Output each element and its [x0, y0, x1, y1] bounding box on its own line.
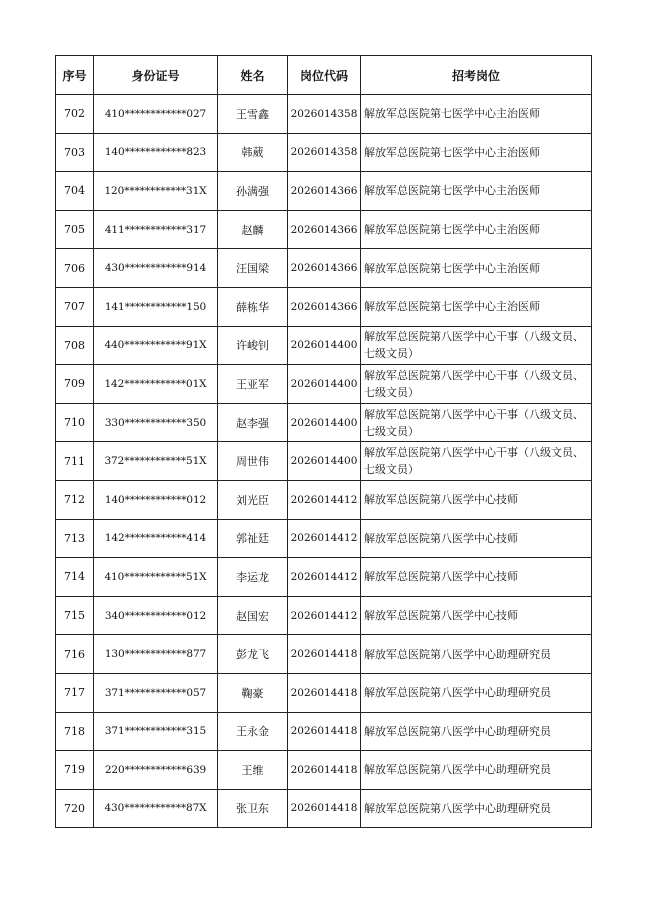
cell-id-number: 330************350	[94, 403, 218, 442]
table-row	[56, 326, 592, 365]
cell-seq: 706	[56, 249, 94, 288]
header-post-code: 岗位代码	[288, 56, 361, 95]
cell-id-number: 371************057	[94, 673, 218, 712]
table-row	[56, 519, 592, 558]
cell-name: 李运龙	[218, 558, 288, 597]
cell-id-number: 371************315	[94, 712, 218, 751]
cell-seq: 715	[56, 596, 94, 635]
cell-post: 解放军总医院第八医学中心助理研究员	[361, 635, 592, 674]
cell-seq: 713	[56, 519, 94, 558]
cell-post: 解放军总医院第八医学中心助理研究员	[361, 673, 592, 712]
cell-id-number: 410************51X	[94, 558, 218, 597]
cell-post-code: 2026014400	[288, 326, 361, 365]
table-row	[56, 365, 592, 404]
table-row	[56, 133, 592, 172]
cell-id-number: 130************877	[94, 635, 218, 674]
cell-seq: 720	[56, 789, 94, 828]
cell-post: 解放军总医院第八医学中心干事（八级文员、七级文员）	[361, 365, 592, 404]
cell-id-number: 220************639	[94, 751, 218, 790]
cell-name: 赵麟	[218, 210, 288, 249]
table-row	[56, 712, 592, 751]
cell-post-code: 2026014418	[288, 673, 361, 712]
cell-seq: 703	[56, 133, 94, 172]
cell-id-number: 430************914	[94, 249, 218, 288]
cell-id-number: 142************414	[94, 519, 218, 558]
cell-name: 刘光臣	[218, 480, 288, 519]
cell-post: 解放军总医院第七医学中心主治医师	[361, 249, 592, 288]
cell-post-code: 2026014366	[288, 172, 361, 211]
header-id-number: 身份证号	[94, 56, 218, 95]
cell-post: 解放军总医院第八医学中心技师	[361, 519, 592, 558]
table-row	[56, 480, 592, 519]
cell-post-code: 2026014418	[288, 751, 361, 790]
cell-post-code: 2026014400	[288, 403, 361, 442]
cell-post: 解放军总医院第八医学中心助理研究员	[361, 712, 592, 751]
cell-name: 许峻钊	[218, 326, 288, 365]
cell-post: 解放军总医院第八医学中心干事（八级文员、七级文员）	[361, 442, 592, 481]
cell-seq: 717	[56, 673, 94, 712]
cell-post-code: 2026014418	[288, 712, 361, 751]
table-row	[56, 596, 592, 635]
header-post: 招考岗位	[361, 56, 592, 95]
table-row	[56, 558, 592, 597]
cell-post-code: 2026014358	[288, 95, 361, 134]
cell-seq: 711	[56, 442, 94, 481]
cell-name: 鞠豪	[218, 673, 288, 712]
cell-name: 王维	[218, 751, 288, 790]
cell-name: 汪国梁	[218, 249, 288, 288]
cell-seq: 716	[56, 635, 94, 674]
header-seq: 序号	[56, 56, 94, 95]
cell-post: 解放军总医院第八医学中心干事（八级文员、七级文员）	[361, 403, 592, 442]
table-row	[56, 287, 592, 326]
cell-post-code: 2026014418	[288, 789, 361, 828]
table-row	[56, 95, 592, 134]
cell-id-number: 411************317	[94, 210, 218, 249]
cell-id-number: 142************01X	[94, 365, 218, 404]
cell-id-number: 120************31X	[94, 172, 218, 211]
table-row	[56, 673, 592, 712]
cell-name: 薛栋华	[218, 287, 288, 326]
cell-post-code: 2026014400	[288, 442, 361, 481]
table-row	[56, 751, 592, 790]
cell-seq: 718	[56, 712, 94, 751]
table-body	[56, 95, 592, 828]
cell-seq: 702	[56, 95, 94, 134]
cell-id-number: 140************012	[94, 480, 218, 519]
cell-id-number: 141************150	[94, 287, 218, 326]
cell-name: 王雪鑫	[218, 95, 288, 134]
cell-name: 彭龙飞	[218, 635, 288, 674]
table-row	[56, 210, 592, 249]
cell-post: 解放军总医院第七医学中心主治医师	[361, 287, 592, 326]
cell-name: 郭祉廷	[218, 519, 288, 558]
cell-name: 王永金	[218, 712, 288, 751]
cell-id-number: 440************91X	[94, 326, 218, 365]
cell-post-code: 2026014418	[288, 635, 361, 674]
cell-post: 解放军总医院第七医学中心主治医师	[361, 133, 592, 172]
table-row	[56, 172, 592, 211]
cell-name: 孙满强	[218, 172, 288, 211]
cell-post-code: 2026014412	[288, 596, 361, 635]
cell-post-code: 2026014412	[288, 480, 361, 519]
cell-post: 解放军总医院第八医学中心干事（八级文员、七级文员）	[361, 326, 592, 365]
cell-id-number: 410************027	[94, 95, 218, 134]
cell-post: 解放军总医院第七医学中心主治医师	[361, 95, 592, 134]
cell-post: 解放军总医院第八医学中心助理研究员	[361, 789, 592, 828]
cell-name: 赵国宏	[218, 596, 288, 635]
cell-seq: 710	[56, 403, 94, 442]
cell-post-code: 2026014358	[288, 133, 361, 172]
table-row	[56, 442, 592, 481]
cell-seq: 719	[56, 751, 94, 790]
table-row	[56, 635, 592, 674]
cell-post: 解放军总医院第八医学中心助理研究员	[361, 751, 592, 790]
cell-post: 解放军总医院第七医学中心主治医师	[361, 172, 592, 211]
cell-name: 周世伟	[218, 442, 288, 481]
cell-name: 张卫东	[218, 789, 288, 828]
cell-seq: 707	[56, 287, 94, 326]
candidate-table	[55, 55, 592, 828]
cell-seq: 709	[56, 365, 94, 404]
cell-id-number: 372************51X	[94, 442, 218, 481]
cell-seq: 708	[56, 326, 94, 365]
header-name: 姓名	[218, 56, 288, 95]
cell-post-code: 2026014366	[288, 287, 361, 326]
table-row	[56, 789, 592, 828]
cell-id-number: 340************012	[94, 596, 218, 635]
cell-post: 解放军总医院第七医学中心主治医师	[361, 210, 592, 249]
table-row	[56, 403, 592, 442]
cell-name: 王亚军	[218, 365, 288, 404]
cell-name: 韩葳	[218, 133, 288, 172]
cell-post-code: 2026014412	[288, 558, 361, 597]
cell-post: 解放军总医院第八医学中心技师	[361, 596, 592, 635]
cell-post: 解放军总医院第八医学中心技师	[361, 558, 592, 597]
cell-post-code: 2026014366	[288, 210, 361, 249]
cell-seq: 714	[56, 558, 94, 597]
cell-post-code: 2026014366	[288, 249, 361, 288]
header-row	[56, 56, 592, 95]
cell-name: 赵李强	[218, 403, 288, 442]
table-header	[56, 56, 592, 95]
cell-id-number: 430************87X	[94, 789, 218, 828]
cell-post-code: 2026014400	[288, 365, 361, 404]
cell-seq: 712	[56, 480, 94, 519]
cell-seq: 705	[56, 210, 94, 249]
table-row	[56, 249, 592, 288]
cell-post-code: 2026014412	[288, 519, 361, 558]
cell-post: 解放军总医院第八医学中心技师	[361, 480, 592, 519]
cell-seq: 704	[56, 172, 94, 211]
cell-id-number: 140************823	[94, 133, 218, 172]
